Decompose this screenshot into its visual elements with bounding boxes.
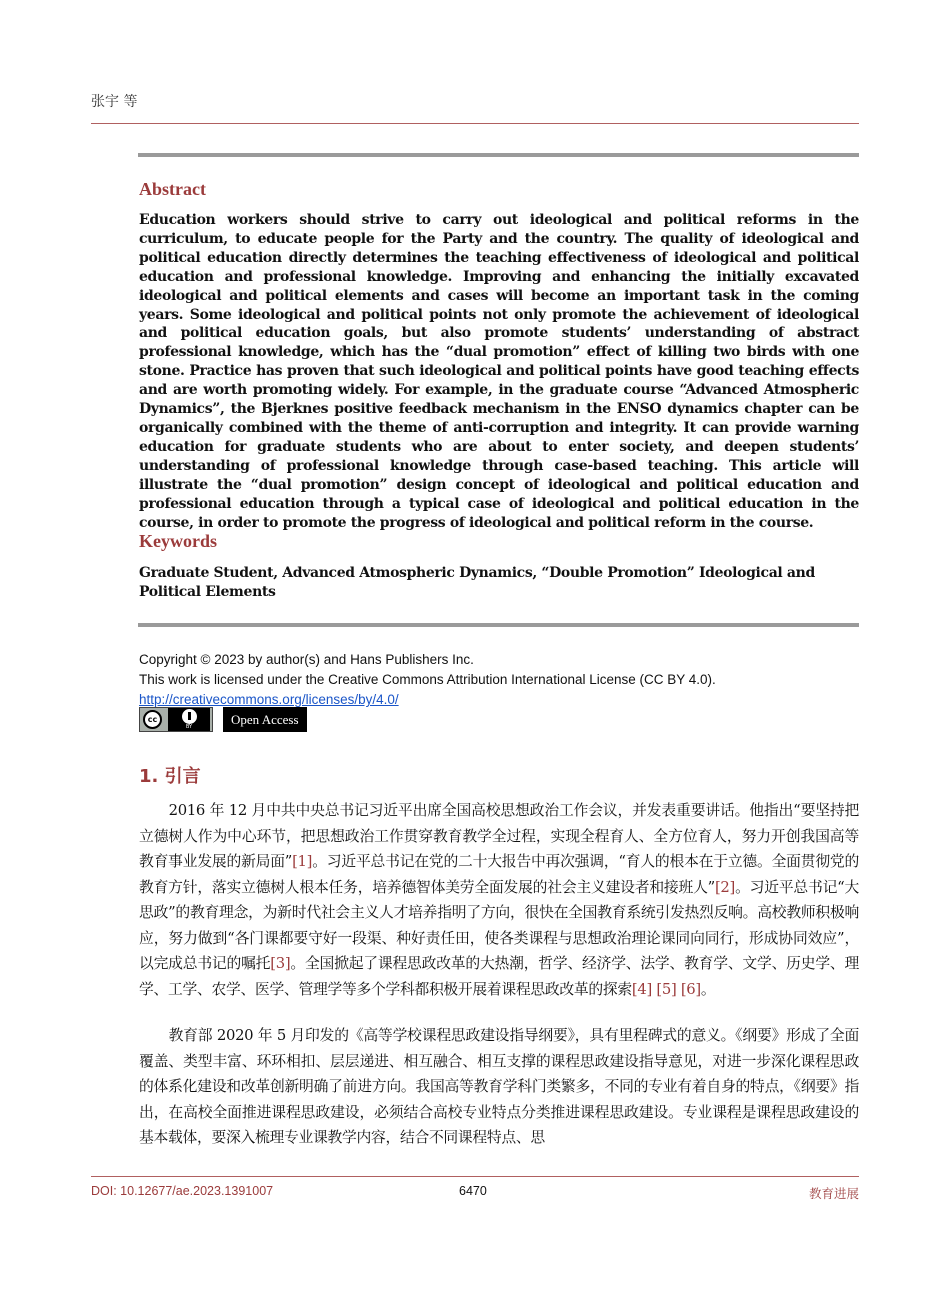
license-statement: This work is licensed under the Creative Commons Attribution International License (CC BY 4.0). [139,672,716,687]
attribution-person-icon [182,709,197,724]
footer-journal: 教育进展 [808,1186,859,1201]
footer-doi[interactable]: DOI: 10.12677/ae.2023.1391007 [91,1184,274,1198]
by-label: BY [185,724,193,730]
keywords-title: Keywords [139,531,217,551]
cc-icon: cc [143,710,162,729]
intro-heading: 1. 引言 [139,766,201,787]
citation-2[interactable]: [2] [714,878,735,896]
open-access-badge[interactable]: Open Access [223,707,307,732]
header-rule [91,123,859,124]
intro-paragraph-2: 教育部 2020 年 5 月印发的《高等学校课程思政建设指导纲要》，具有里程碑式的意义。《纲要》形成了全面覆盖、类型丰富、环环相扣、层层递进、相互融合、相互支撑的课程思政建设指导意见，对进一步深化课程思政的体系化建设和改革创新明确了前进方向。我国高等教育学科门类繁多，不同的专业有着自身的特点，《纲要》指出，在高校全面推进课程思政建设，必须结合高校专业特点分类推进课程思政建设。专业课程是课程思政建设的基本载体，要深入梳理专业课教学内容，结合不同课程特点、思 [139,1027,859,1146]
abstract-text: Education workers should strive to carry out ideological and political reforms in the curriculum, to educate people for the Party and the country. The quality of ideological and political education directly determines the teaching effectiveness of ideological and political education and professional knowledge. Improving and enhancing the initially excavated ideological and political elements and cases will become an important task in the coming years. Some ideological and political points not only promote the achievement of ideological and political education goals, but also promote students’ understanding of abstract professional knowledge, which has the “dual promotion” effect of killing two birds with one stone. Practice has proven that such ideological and political points have good teaching effects and are worth promoting widely. For example, in the graduate course “Advanced Atmospheric Dynamics”, the Bjerknes positive feedback mechanism in the ENSO dynamics chapter can be organically combined with the theme of anti-corruption and integrity. It can provide warning education for graduate students who are about to enter society, and deepen students’ understanding of professional knowledge through case-based teaching. This article will illustrate the “dual promotion” design concept of ideological and political education and professional education through a typical case of ideological and political education in the course, in order to promote the progress of ideological and political reform in the course. [139,212,859,531]
abstract-box-top-rule [138,153,859,157]
copyright-line: Copyright © 2023 by author(s) and Hans Publishers Inc. [139,652,474,667]
license-link[interactable]: http://creativecommons.org/licenses/by/4.0/ [139,692,399,707]
by-icon [168,708,210,731]
abstract-title: Abstract [139,179,206,199]
abstract-box-bottom-rule [138,623,859,627]
citation-1[interactable]: [1] [292,853,313,870]
license-badges [139,707,307,732]
keywords-text: Graduate Student, Advanced Atmospheric Dynamics, “Double Promotion” Ideological and Political Elements [139,565,815,600]
running-head: 张宇 等 [91,94,138,110]
intro-paragraph-1 [139,798,859,1002]
p1-text-e: 。 [700,980,716,998]
license-block [139,650,716,710]
p1-text-a: 2016 年 12 月中共中央总书记习近平出席全国高校思想政治工作会议，并发表重要讲话。他指出“要坚持把立德树人作为中心环节，把思想政治工作贯穿教育教学全过程，实现全程育人、全方位育人，努力开创我国高等教育事业发展的新局面” [139,802,859,870]
footer-rule [91,1176,859,1177]
p1-text-b: 。习近平总书记在党的二十大报告中再次强调，“育人的根本在于立德。全面贯彻党的教育方针，落实立德树人根本任务，培养德智体美劳全面发展的社会主义建设者和接班人” [139,853,859,896]
footer-page-number: 6470 [459,1184,487,1198]
p1-text-d: 。全国掀起了课程思政改革的大热潮，哲学、经济学、法学、教育学、文学、历史学、理学、工学、农学、医学、管理学等多个学科都积极开展着课程思政改革的探索 [139,955,859,998]
p1-text-c: 。习近平总书记“大思政”的教育理念，为新时代社会主义人才培养指明了方向，很快在全国教育系统引发热烈反响。高校教师积极响应，努力做到“各门课都要守好一段渠、种好责任田，使各类课程与思想政治理论课同向同行，形成协同效应”，以完成总书记的嘱托 [139,878,859,972]
cc-by-badge[interactable] [139,707,213,732]
citation-4-6[interactable]: [4] [5] [6] [631,980,701,998]
citation-3[interactable]: [3] [270,955,291,972]
